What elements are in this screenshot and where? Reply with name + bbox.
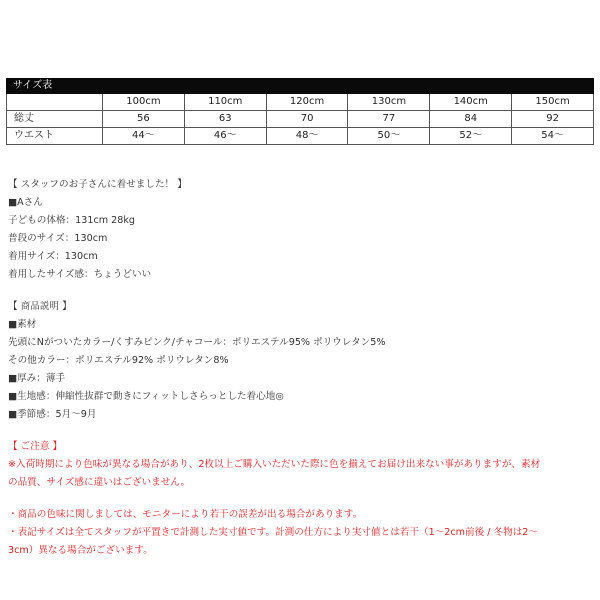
length-value: 63 xyxy=(184,111,266,128)
staff-line: 子どもの体格：131cm 28kg xyxy=(8,215,135,226)
product-line: ■生地感：伸縮性抜群で動きにフィットしさらっとした着心地◎ xyxy=(8,391,284,402)
waist-value: 48〜 xyxy=(266,128,348,145)
product-line: ■厚み：薄手 xyxy=(8,373,66,384)
size-100: 100cm xyxy=(103,94,185,111)
caution-bullet-line: ・表記サイズは全てスタッフが平置きで計測した実寸値です。計測の仕方により実寸値とは若干（1〜2cm前後 / 冬物は2〜 xyxy=(8,527,539,538)
size-150: 150cm xyxy=(512,94,594,111)
product-line: ■季節感：5月〜9月 xyxy=(8,409,97,420)
size-130: 130cm xyxy=(348,94,430,111)
waist-value: 46〜 xyxy=(184,128,266,145)
waist-value: 52〜 xyxy=(430,128,512,145)
caution-bullet-line: ・商品の色味に関しましては、モニターにより若干の誤差が出る場合があります。 xyxy=(8,509,363,520)
length-value: 92 xyxy=(512,111,594,128)
section-gap xyxy=(8,424,596,438)
size-table-title: サイズ表 xyxy=(13,80,53,91)
staff-line: ■Aさん xyxy=(8,197,43,208)
section-gap xyxy=(8,492,596,506)
staff-line: 着用したサイズ感：ちょうどいい xyxy=(8,269,152,280)
staff-line: 着用サイズ：130cm xyxy=(8,251,98,262)
product-line: その他カラー：ポリエステル92% ポリウレタン8% xyxy=(8,355,229,366)
product-line: 先頭にNがついたカラー/くすみピンク/チャコール：ポリエステル95% ポリウレタン5% xyxy=(8,337,386,348)
waist-value: 44〜 xyxy=(103,128,185,145)
size-140: 140cm xyxy=(430,94,512,111)
size-table-header xyxy=(6,78,594,94)
staff-section-heading: 【 スタッフのお子さんに着せました！ 】 xyxy=(8,179,187,190)
length-value: 77 xyxy=(348,111,430,128)
size-120: 120cm xyxy=(266,94,348,111)
section-gap xyxy=(8,284,596,298)
waist-row-label: ウエスト xyxy=(7,128,103,145)
length-row-label: 総丈 xyxy=(7,111,103,128)
caution-notice-line: の品質、サイズ感に違いはございません。 xyxy=(8,477,191,488)
corner-cell xyxy=(7,94,103,111)
size-table xyxy=(6,94,594,145)
waist-value: 54〜 xyxy=(512,128,594,145)
waist-row xyxy=(7,128,594,145)
caution-heading: 【 ご注意 】 xyxy=(8,441,63,452)
product-section-heading: 【 商品説明 】 xyxy=(8,301,72,312)
waist-value: 50〜 xyxy=(348,128,430,145)
size-110: 110cm xyxy=(184,94,266,111)
product-description xyxy=(8,176,596,560)
staff-line: 普段のサイズ：130cm xyxy=(8,233,108,244)
caution-bullet-line: 3cm）異なる場合がございます。 xyxy=(8,545,153,556)
size-header-row xyxy=(7,94,594,111)
length-value: 84 xyxy=(430,111,512,128)
length-value: 56 xyxy=(103,111,185,128)
length-row xyxy=(7,111,594,128)
product-line: ■素材 xyxy=(8,319,37,330)
length-value: 70 xyxy=(266,111,348,128)
caution-notice-line: ※入荷時期により色味が異なる場合があり、2枚以上ご購入いただいた際に色を揃えてお届け出来ない事がありますが、素材 xyxy=(8,459,541,470)
